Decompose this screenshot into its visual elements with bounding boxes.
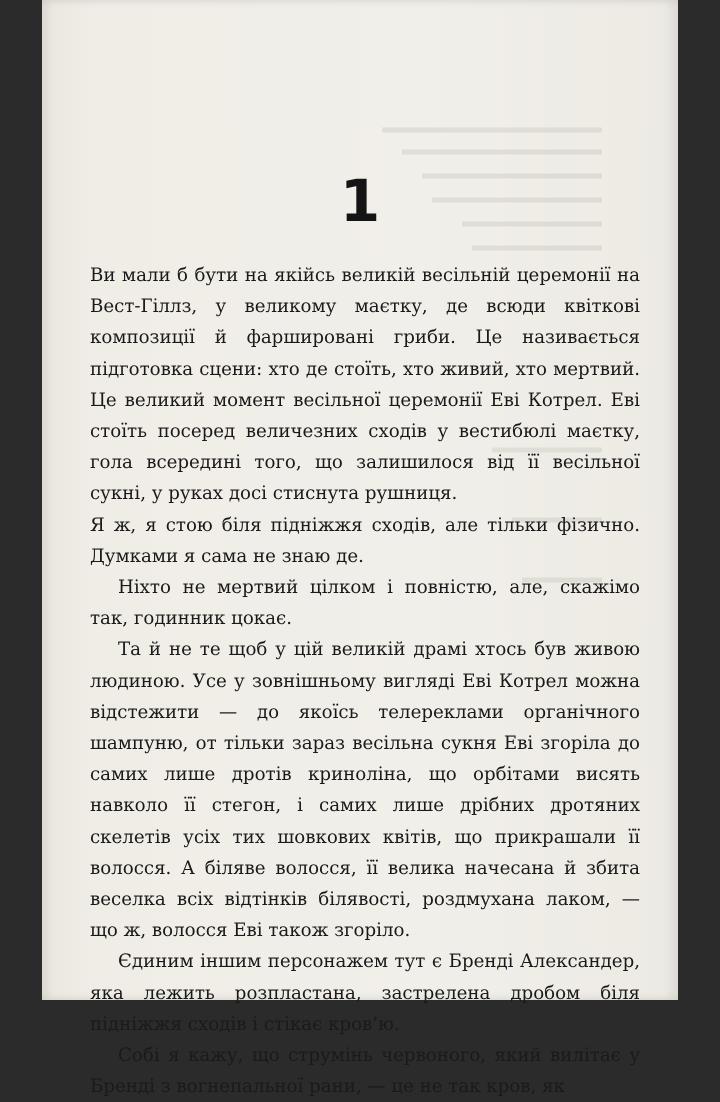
chapter-number: 1 bbox=[339, 167, 381, 235]
paragraph: Собі я кажу, що струмінь червоного, який вилітає у Бренді з вогнепальної рани, — це не так кров, як bbox=[90, 1045, 640, 1098]
paragraph: Ніхто не мертвий цілком і повністю, але, скажімо так, годинник цокає. bbox=[90, 577, 640, 630]
paragraph: Та й не те щоб у цій великій драмі хтось був живою людиною. Усе у зовнішньому вигляді Еві Котрел можна відстежити — до якоїсь телереклами органічного шампуню, от тільки зараз весільна сукня Еві згоріла до самих лише дротів криноліна, що орбітами висять навколо її стегон, і самих лише дрібних дротяних скелетів усіх тих шовкових квітів, що прикрашали її волосся. А біляве волосся, її велика начесана й збита веселка всіх відтінків білявості, роздмухана лаком, — що ж, волосся Еві також згоріло. bbox=[90, 639, 640, 942]
paragraph: Я ж, я стою біля підніжжя сходів, але тільки фізично. Думками я сама не знаю де. bbox=[90, 514, 640, 567]
paragraph: Ви мали б бути на якійсь великій весільній церемонії на Вест-Гіллз, у великому маєтку, де всюди квіткові композиції й фаршировані гриби. Це називається підготовка сцени: хто де стоїть, хто живий, хто мертвий. Це великий момент весільної церемонії Еві Котрел. Еві стоїть посеред величезних сходів у вестибюлі маєтку, гола всередині того, що залишилося від її весільної сукні, у руках досі стиснута рушниця. bbox=[90, 265, 640, 505]
body-text bbox=[90, 260, 640, 1102]
book-page bbox=[42, 0, 678, 1098]
paragraph: Єдиним іншим персонажем тут є Бренді Александер, яка лежить розпластана, застрелена дробом біля підніжжя сходів і стікає кров’ю. bbox=[90, 951, 640, 1035]
